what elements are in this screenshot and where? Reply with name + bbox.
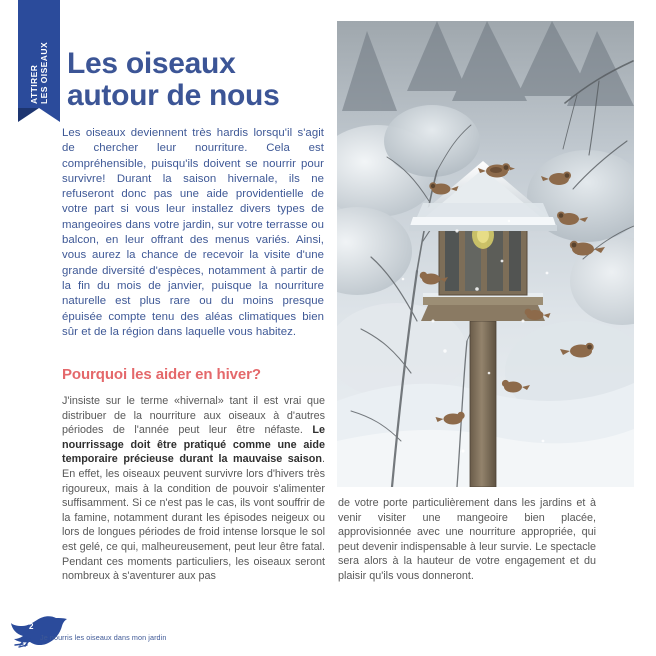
- page-title-block: [52, 48, 332, 112]
- body-left-bold: Le nourrissage doit être pratiqué comme une aide temporaire précieuse durant la mauvaise saison: [62, 424, 325, 466]
- section-subheading: Pourquoi les aider en hiver?: [62, 366, 261, 383]
- section-tab-line2: LES OISEAUX: [39, 41, 49, 104]
- page-footer: [0, 610, 656, 650]
- section-tab: [18, 0, 60, 108]
- photo-illustration: [337, 21, 634, 487]
- bird-logo-icon: [10, 612, 68, 648]
- footer-book-title: Je nourris les oiseaux dans mon jardin: [40, 633, 167, 642]
- tab-fold-icon: [18, 108, 60, 122]
- section-tab-line1: ATTIRER: [28, 64, 39, 104]
- photo-bird-feeder-in-snow: [337, 21, 634, 487]
- page-title: Les oiseaux autour de nous: [67, 47, 280, 112]
- body-column-right: de votre porte particulièrement dans les jardins et à venir visiter une mangeoire bien placée, approvisionnée avec une nourriture appropriée, qui peut devenir indispensable à leur survie. Le spectacle sera alors à la hauteur de votre engagement et du plaisir qu'ils vous donneront.: [338, 497, 596, 582]
- body-left-part1: J'insiste sur le terme «hivernal» tant il est vrai que distribuer de la nourriture aux oiseaux à d'autres périodes de l'année peut leur être néfaste.: [62, 395, 325, 437]
- body-column-left: [62, 394, 325, 584]
- body-left-part2: . En effet, les oiseaux peuvent survivre lors d'hivers très rigoureux, mais à la condition de pouvoir s'alimenter suffisamment. Si ce n'est pas le cas, ils vont souffrir de la famine, notamment durant les épisodes neigeux ou lors de longues périodes de froid intense lorsque le sol est gelé, ce qui, malheureusement, peut leur être fatal. Pendant ces moments particuliers, les oiseaux seront nombreux à s'aventurer aux pas: [62, 453, 325, 583]
- section-tab-text: [18, 0, 60, 108]
- intro-paragraph: Les oiseaux deviennent très hardis lorsqu'il s'agit de chercher leur nourriture. Cela est compréhensible, puisqu'ils doivent se nourrir pour survivre! Durant la saison hivernale, ils ne refuseront donc pas une aide providentielle de votre part si vous leur installez divers types de mangeoires dans votre jardin, sur votre terrasse ou balcon, en leur offrant des menus variés. Ainsi, vous aurez la chance de recevoir la visite d'une grande diversité d'espèces, notamment à partir de la fin du mois de janvier, puisque la nourriture naturelle est plus rare ou du moins presque épuisée compte tenu des aléas climatiques bien sûr et de la région dans laquelle vous habitez.: [62, 127, 324, 338]
- page-number: 2: [29, 622, 34, 631]
